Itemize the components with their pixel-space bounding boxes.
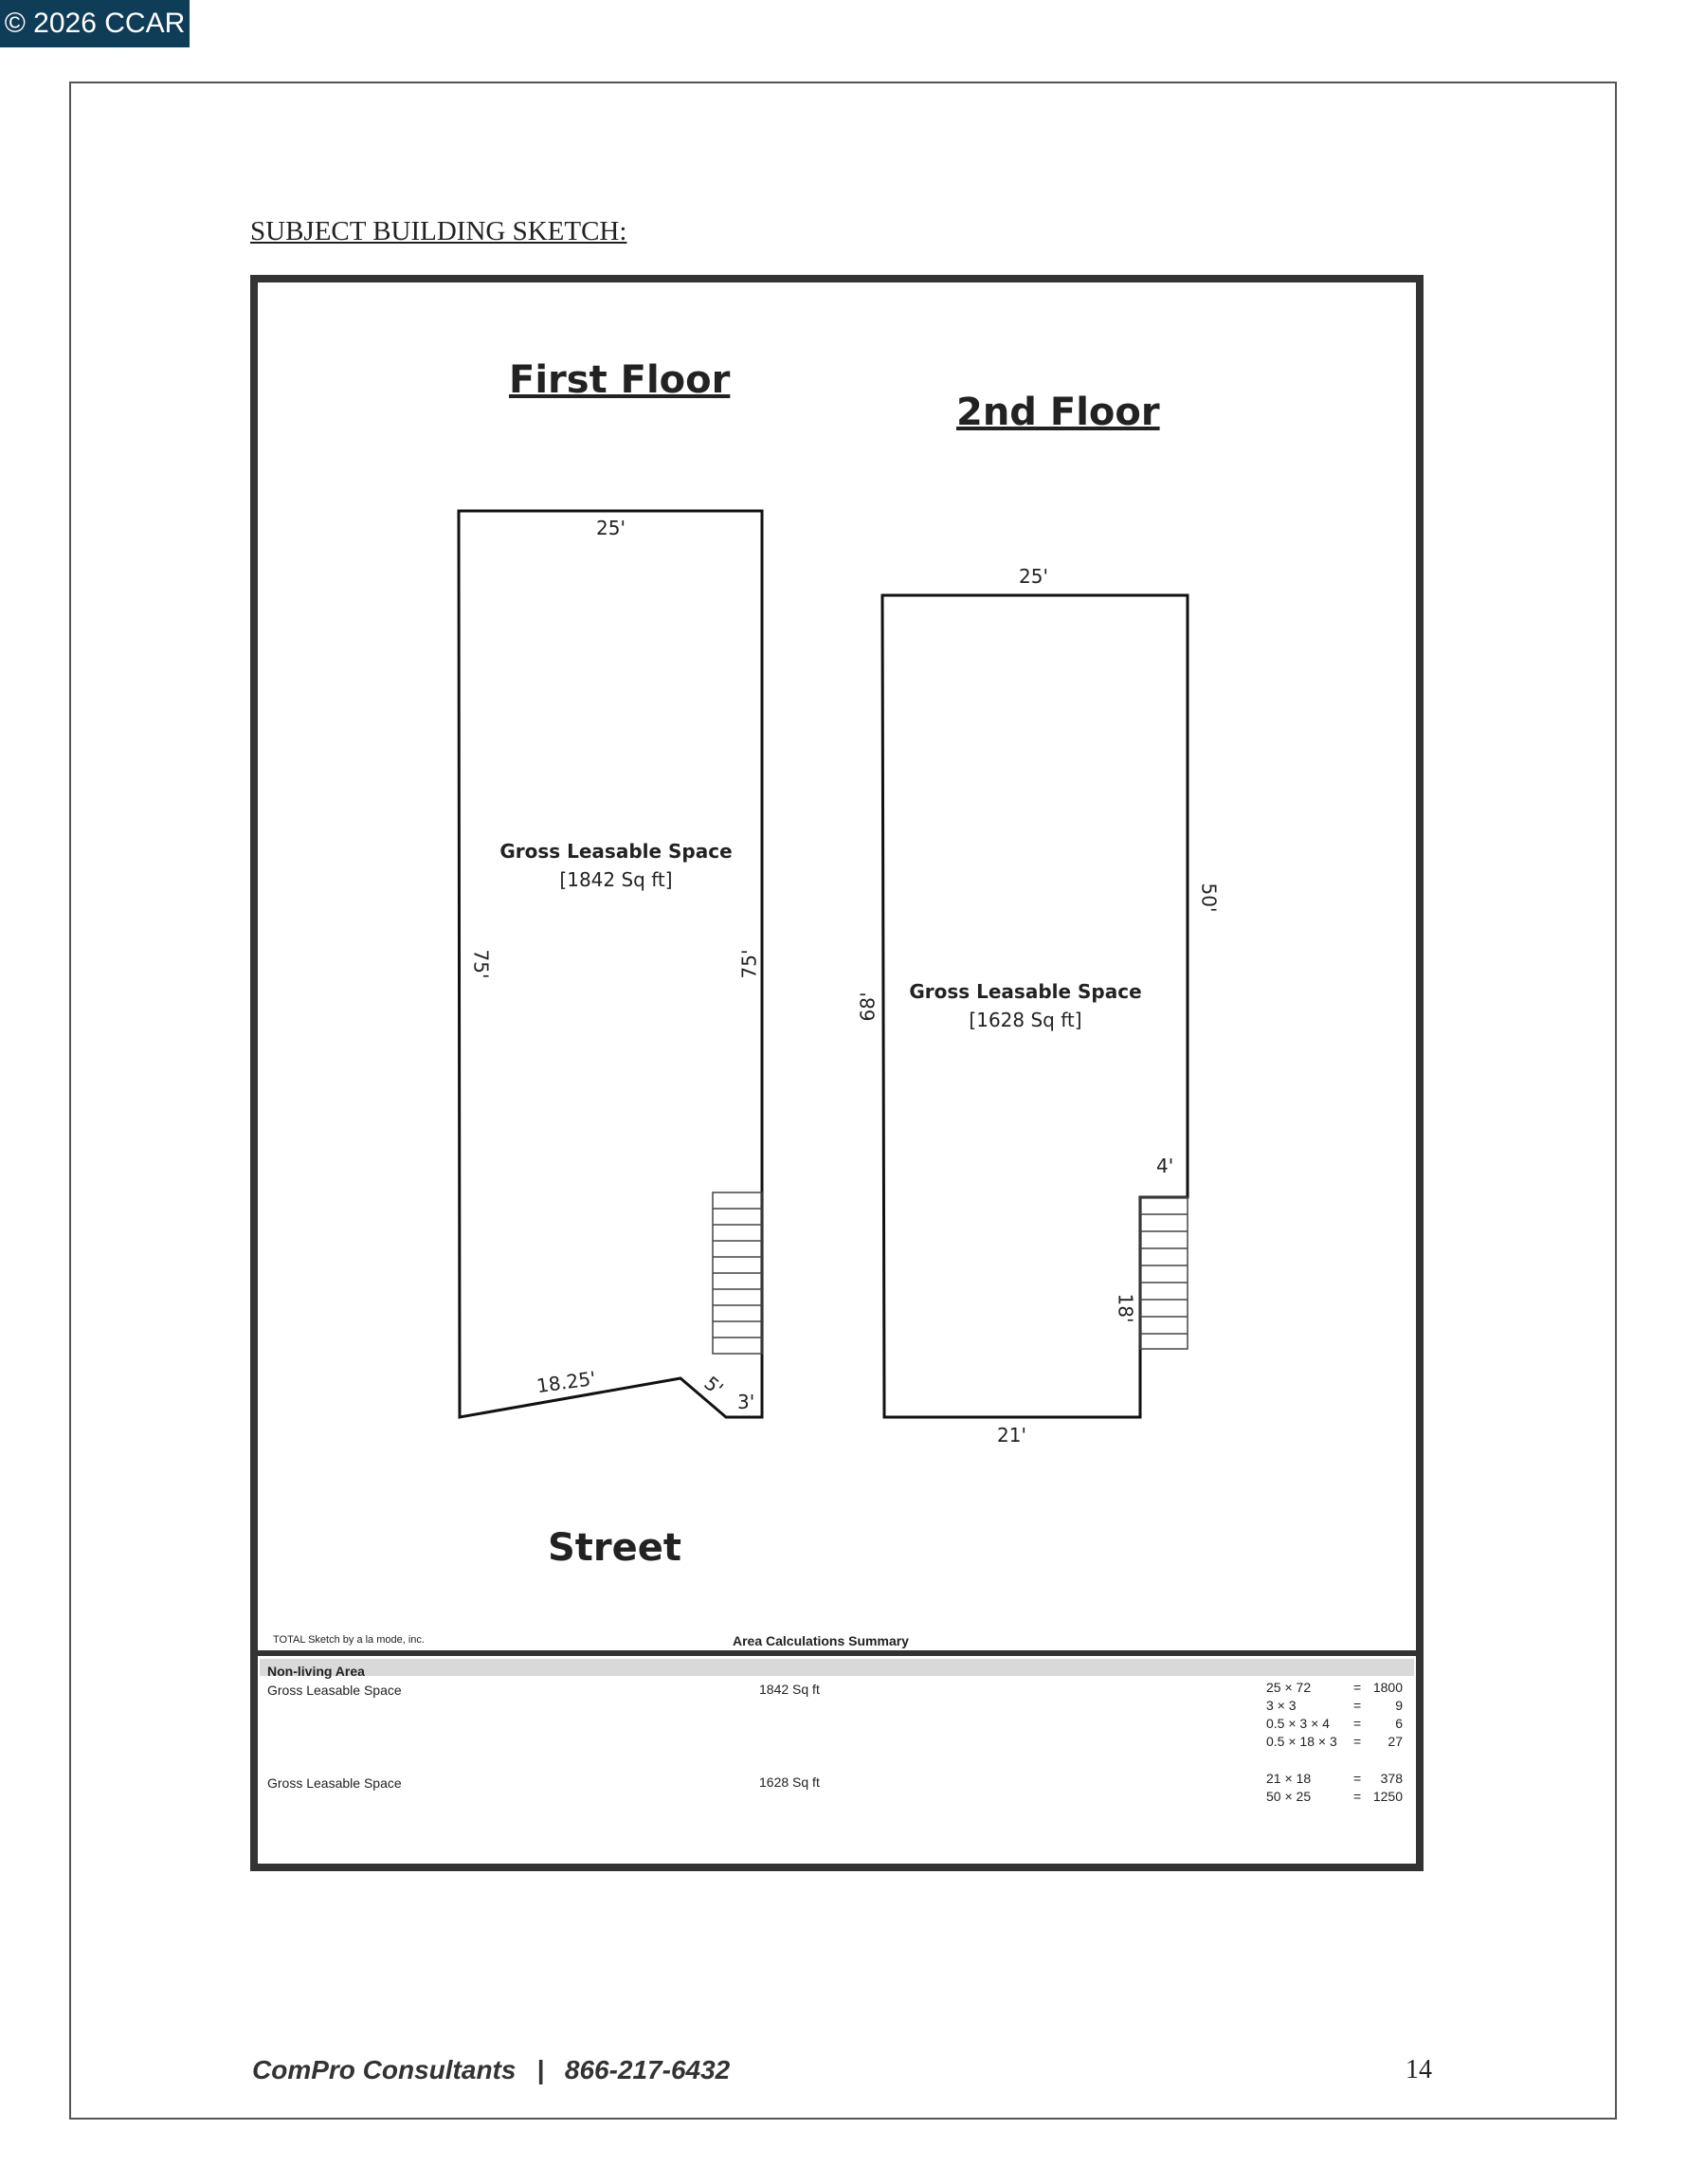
second-floor-dim-right: 50' — [1197, 883, 1221, 913]
footer-separator: | — [536, 2055, 545, 2084]
second-floor-dim-left: 68' — [856, 992, 880, 1022]
first-floor-dim-right: 75' — [737, 949, 761, 979]
second-floor-title: 2nd Floor — [956, 391, 1160, 434]
summary-row-2-area: 1628 Sq ft — [759, 1774, 820, 1790]
footer-company-info — [252, 2055, 730, 2085]
copyright-watermark: © 2026 CCAR — [0, 0, 190, 47]
calc-expr: 0.5 × 18 × 3 — [1266, 1734, 1337, 1749]
summary-row-2-name: Gross Leasable Space — [267, 1775, 402, 1791]
calc-value: 27 — [1388, 1734, 1403, 1749]
second-floor-dim-bottom: 21' — [997, 1424, 1026, 1447]
page-heading: SUBJECT BUILDING SKETCH: — [250, 216, 627, 246]
first-floor-dim-diagonal: 5' — [699, 1371, 728, 1401]
calc-eq: = — [1353, 1734, 1362, 1749]
second-floor-space-area: [1628 Sq ft] — [969, 1009, 1082, 1031]
second-floor-space-label: Gross Leasable Space — [909, 980, 1142, 1003]
second-floor-stairs — [1140, 1197, 1188, 1349]
first-floor-dim-left: 75' — [469, 949, 493, 979]
sketch-frame — [254, 279, 1420, 1867]
summary-section: Non-living Area — [267, 1664, 365, 1679]
calc-expr: 50 × 25 — [1266, 1789, 1312, 1804]
calc-eq: = — [1353, 1680, 1362, 1695]
first-floor-title: First Floor — [509, 358, 731, 402]
footer-company: ComPro Consultants — [252, 2055, 517, 2084]
calc-expr: 25 × 72 — [1266, 1680, 1312, 1695]
calc-expr: 0.5 × 3 × 4 — [1266, 1716, 1330, 1731]
calc-value: 1250 — [1372, 1789, 1403, 1804]
second-floor-dim-step: 4' — [1156, 1155, 1174, 1177]
calc-eq: = — [1353, 1698, 1362, 1713]
first-floor-dim-notch: 3' — [737, 1391, 755, 1413]
first-floor-stairs — [713, 1192, 762, 1354]
first-floor-dim-bottom: 18.25' — [535, 1366, 598, 1398]
street-label: Street — [548, 1526, 682, 1570]
second-floor-dim-top: 25' — [1019, 565, 1048, 588]
calc-eq: = — [1353, 1771, 1362, 1786]
footer-phone[interactable]: 866-217-6432 — [564, 2055, 731, 2084]
first-floor-dim-top: 25' — [596, 517, 626, 539]
sketch-credit: TOTAL Sketch by a la mode, inc. — [273, 1634, 425, 1646]
calc-eq: = — [1353, 1789, 1362, 1804]
calc-expr: 3 × 3 — [1266, 1698, 1297, 1713]
calc-eq: = — [1353, 1716, 1362, 1731]
calc-value: 9 — [1395, 1698, 1403, 1713]
summary-row-1-name: Gross Leasable Space — [267, 1683, 402, 1698]
page-number: 14 — [1406, 2055, 1432, 2084]
summary-row-1-area: 1842 Sq ft — [759, 1682, 820, 1697]
calc-expr: 21 × 18 — [1266, 1771, 1312, 1786]
calc-value: 378 — [1380, 1771, 1403, 1786]
calc-value: 6 — [1395, 1716, 1403, 1731]
summary-band — [260, 1659, 1414, 1676]
second-floor-dim-stair: 18' — [1114, 1293, 1137, 1323]
first-floor-space-area: [1842 Sq ft] — [559, 868, 673, 891]
calc-value: 1800 — [1372, 1680, 1403, 1695]
first-floor-space-label: Gross Leasable Space — [499, 840, 733, 863]
summary-title: Area Calculations Summary — [733, 1633, 909, 1648]
second-floor-outline — [882, 595, 1188, 1417]
first-floor-outline — [459, 511, 762, 1417]
sketch-canvas — [250, 275, 1424, 1871]
building-sketch — [250, 275, 1424, 1871]
